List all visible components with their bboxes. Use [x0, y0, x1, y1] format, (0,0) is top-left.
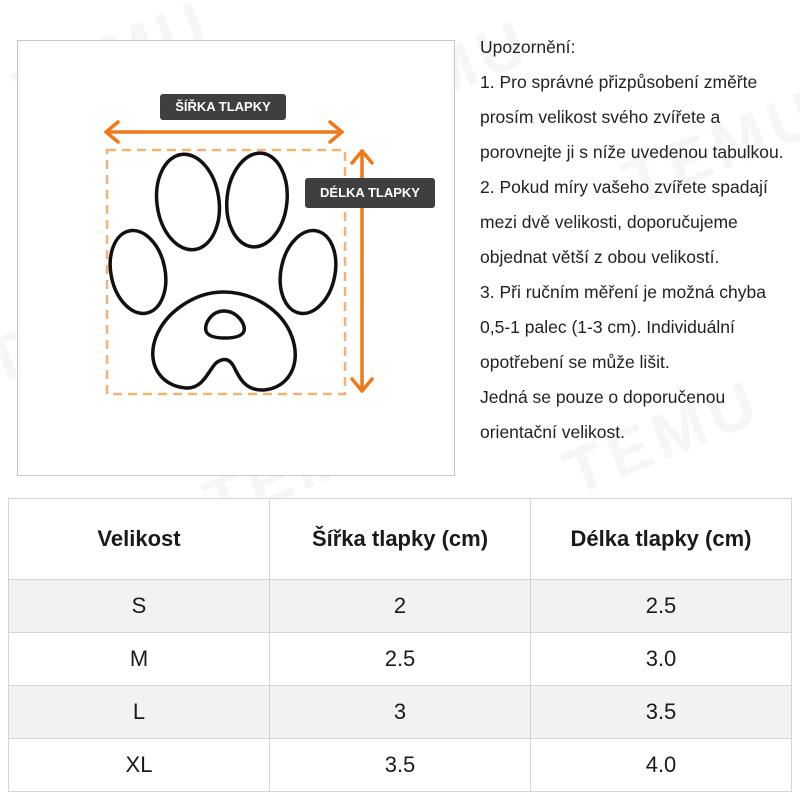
notes-heading: Upozornění: [480, 37, 576, 57]
cell-length: 3.0 [531, 633, 792, 686]
width-arrow [106, 122, 342, 142]
cell-length: 2.5 [531, 580, 792, 633]
header-size: Velikost [9, 499, 270, 580]
width-label: ŠÍŘKA TLAPKY [160, 94, 286, 120]
notes-panel [480, 30, 800, 450]
header-paw-width: Šířka tlapky (cm) [270, 499, 531, 580]
length-label: DÉLKA TLAPKY [305, 178, 435, 208]
notes-item-2: 2. Pokud míry vašeho zvířete spadají mezi dvě velikosti, doporučujeme objednat větší z obou velikostí. [480, 177, 768, 267]
header-paw-length: Délka tlapky (cm) [531, 499, 792, 580]
notes-item-3: 3. Při ručním měření je možná chyba 0,5-1 palec (1-3 cm). Individuální opotřebení se může lišit. [480, 282, 766, 372]
cell-length: 3.5 [531, 686, 792, 739]
table-header-row [9, 499, 792, 580]
cell-size: M [9, 633, 270, 686]
cell-size: L [9, 686, 270, 739]
cell-width: 2 [270, 580, 531, 633]
cell-size: XL [9, 739, 270, 792]
cell-width: 3.5 [270, 739, 531, 792]
table-row [9, 633, 792, 686]
cell-size: S [9, 580, 270, 633]
table-row [9, 739, 792, 792]
size-table [8, 498, 792, 792]
notes-footer: Jedná se pouze o doporučenou orientační velikost. [480, 387, 726, 442]
table-row [9, 580, 792, 633]
cell-length: 4.0 [531, 739, 792, 792]
cell-width: 2.5 [270, 633, 531, 686]
cell-width: 3 [270, 686, 531, 739]
notes-item-1: 1. Pro správné přizpůsobení změřte prosím velikost svého zvířete a porovnejte ji s níže uvedenou tabulkou. [480, 72, 784, 162]
table-row [9, 686, 792, 739]
paw-measurement-diagram [17, 40, 455, 476]
